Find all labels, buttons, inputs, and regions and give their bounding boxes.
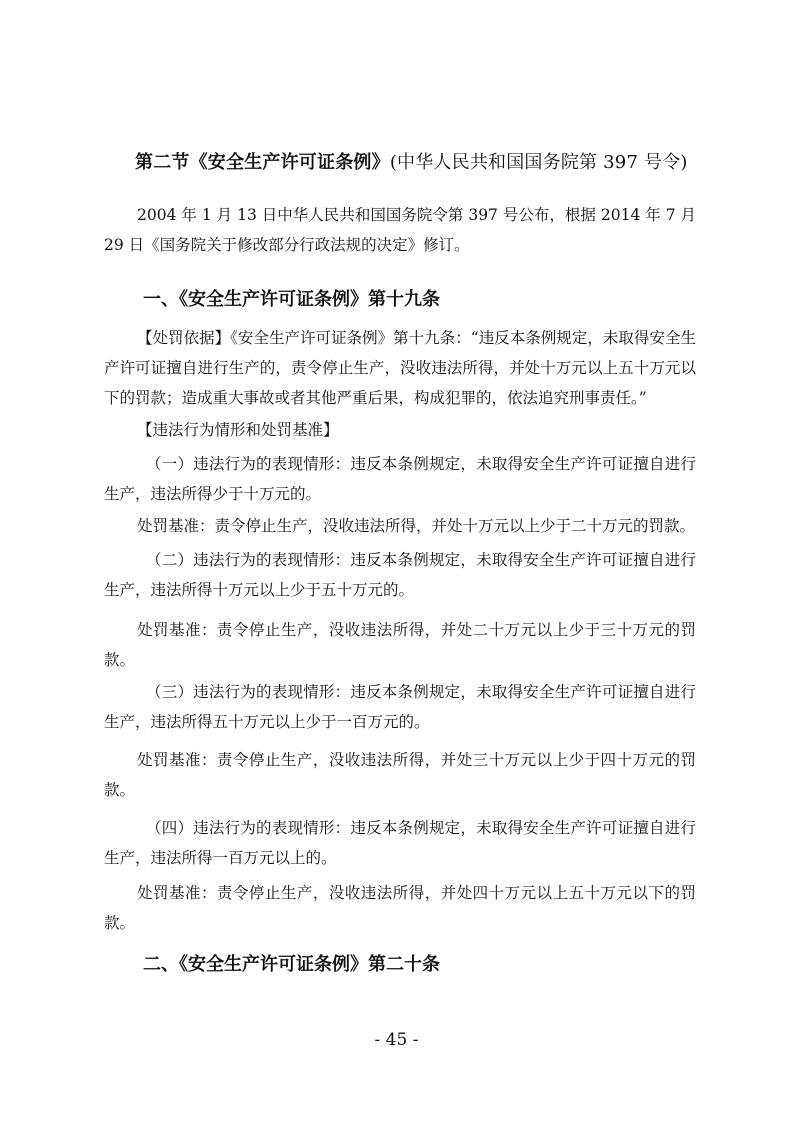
section-title-decree: (中华人民共和国国务院第 397 号令) <box>389 152 688 173</box>
situation-2: （二）违法行为的表现情形：违反本条例规定，未取得安全生产许可证擅自进行生产，违法所得十万元以上少于五十万元的。 <box>104 551 696 599</box>
penalty-3: 处罚基准：责令停止生产，没收违法所得，并处三十万元以上少于四十万元的罚款。 <box>104 751 696 799</box>
penalty-1: 处罚基准：责令停止生产，没收违法所得，并处十万元以上少于二十万元的罚款。 <box>137 517 696 535</box>
section-title-main: 第二节《安全生产许可证条例》 <box>135 152 390 173</box>
penalty-4: 处罚基准：责令停止生产，没收违法所得，并处四十万元以上五十万元以下的罚款。 <box>104 884 696 932</box>
section-title <box>135 148 688 174</box>
penalty-basis-paragraph: 【处罚依据】《安全生产许可证条例》第十九条：“违反本条例规定，未取得安全生产许可证擅自进行生产的，责令停止生产，没收违法所得，并处十万元以上五十万元以下的罚款；造成重大事故或者其他严重后果，构成犯罪的，依法追究刑事责任。” <box>104 329 696 407</box>
situation-4: （四）违法行为的表现情形：违反本条例规定，未取得安全生产许可证擅自进行生产，违法所得一百万元以上的。 <box>104 819 696 867</box>
situation-1: （一）违法行为的表现情形：违反本条例规定，未取得安全生产许可证擅自进行生产，违法所得少于十万元的。 <box>104 455 696 503</box>
page-number: - 45 - <box>374 1030 419 1050</box>
intro-paragraph: 2004 年 1 月 13 日中华人民共和国国务院令第 397 号公布，根据 2014 年 7 月 29 日《国务院关于修改部分行政法规的决定》修订。 <box>104 206 696 254</box>
article-20-heading: 二、《安全生产许可证条例》第二十条 <box>143 954 440 975</box>
penalty-2: 处罚基准：责令停止生产，没收违法所得，并处二十万元以上少于三十万元的罚款。 <box>104 621 696 669</box>
article-19-heading: 一、《安全生产许可证条例》第十九条 <box>143 289 440 310</box>
standard-heading: 【违法行为情形和处罚基准】 <box>137 421 339 439</box>
situation-3: （三）违法行为的表现情形：违反本条例规定，未取得安全生产许可证擅自进行生产，违法所得五十万元以上少于一百万元的。 <box>104 683 696 731</box>
